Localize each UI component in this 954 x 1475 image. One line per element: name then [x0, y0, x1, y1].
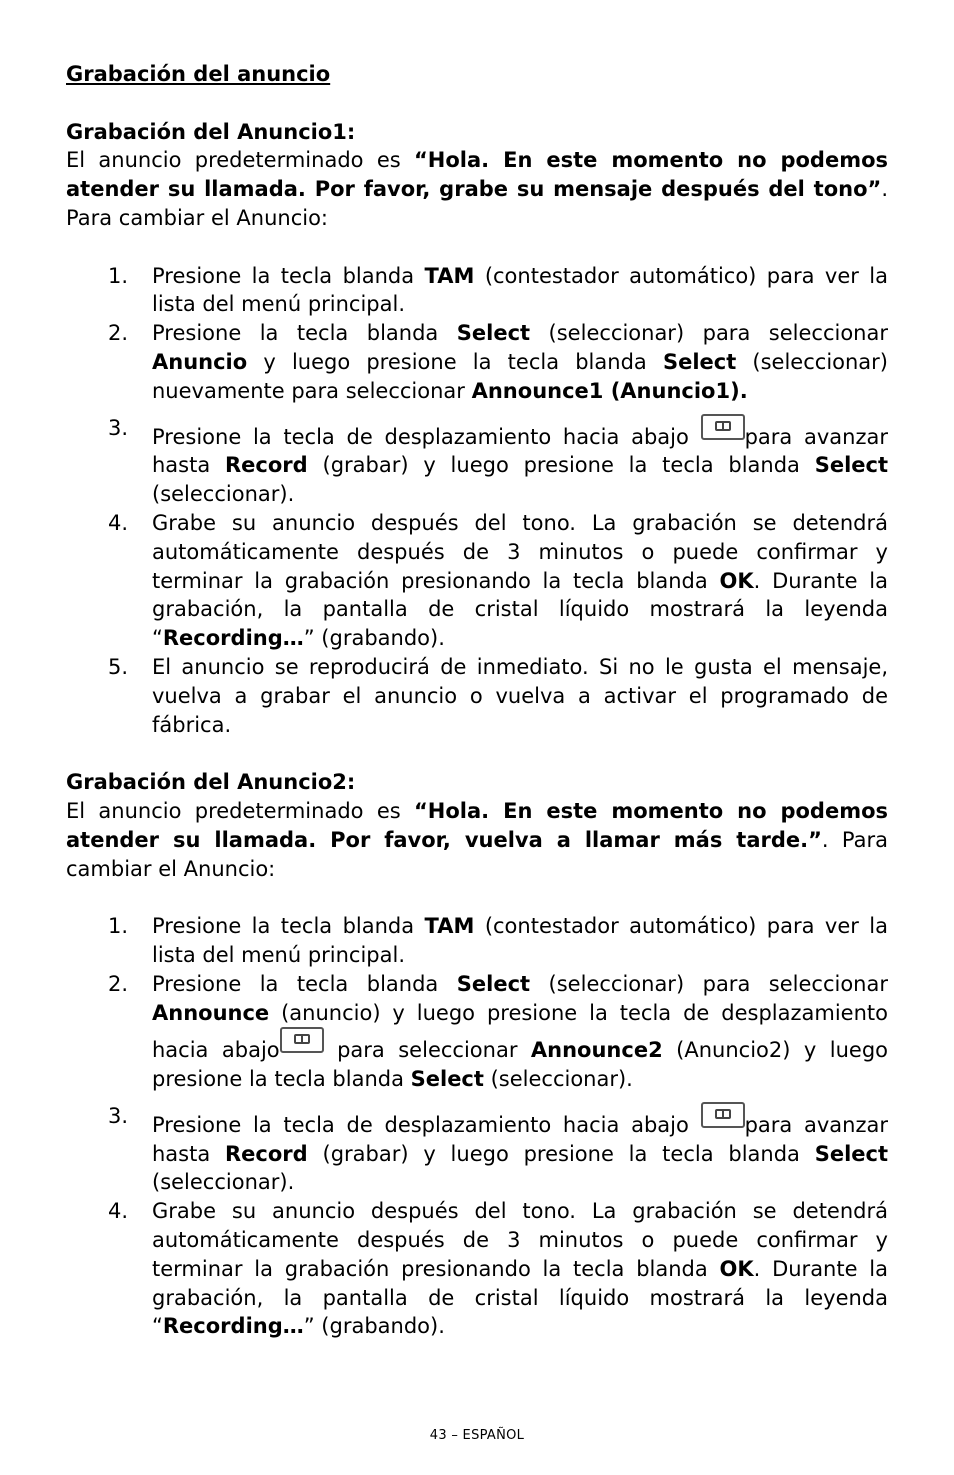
section2-heading: Grabación del Anuncio2:: [66, 770, 356, 795]
down-scroll-key-icon: [280, 1027, 324, 1053]
list-item: 5. El anuncio se reproducirá de inmediato. Si no le gusta el mensaje, vuelva a grabar el anuncio o vuelva a activar el programado de fábrica.: [108, 654, 888, 737]
list-item: 4. Grabe su anuncio después del tono. La grabación se detendrá automáticamente después de 3 minutos o puede confirmar y terminar la grabación presionando la tecla blanda OK. Durante la grabación, la pantalla de cristal líquido mostrará la leyenda “Recording…” (grabando).: [108, 1199, 888, 1339]
list-item: 4. Grabe su anuncio después del tono. La grabación se detendrá automáticamente después de 3 minutos o puede confirmar y terminar la grabación presionando la tecla blanda OK. Durante la grabación, la pantalla de cristal líquido mostrará la leyenda “Recording…” (grabando).: [108, 510, 888, 651]
document-page: [66, 60, 888, 1341]
list-item: 3. Presione la tecla de desplazamiento hacia abajo para avanzar hasta Record (grabar) y luego presione la tecla blanda Select (seleccionar).: [108, 415, 888, 507]
section1-steps: [66, 262, 888, 740]
page-title: Grabación del anuncio: [66, 62, 331, 86]
list-item: 1. Presione la tecla blanda TAM (contestador automático) para ver la lista del menú principal.: [108, 914, 888, 967]
list-item: 2. Presione la tecla blanda Select (seleccionar) para seleccionar Announce (anuncio) y luego presione la tecla de desplazamiento hacia abajo para seleccionar Announce2 (Anuncio2) y luego presione la tecla blanda Select (seleccionar).: [108, 971, 888, 1092]
page-footer: 43 – ESPAÑOL: [429, 1428, 525, 1443]
list-item: 3. Presione la tecla de desplazamiento hacia abajo para avanzar hasta Record (grabar) y luego presione la tecla blanda Select (seleccionar).: [108, 1103, 888, 1195]
list-item: 2. Presione la tecla blanda Select (seleccionar) para seleccionar Anuncio y luego presione la tecla blanda Select (seleccionar) nuevamente para seleccionar Announce1 (Anuncio1).: [108, 321, 889, 403]
section1-intro: El anuncio predeterminado es “Hola. En este momento no podemos atender su llamada. Por favor, grabe su mensaje después del tono”. Para cambiar el Anuncio:: [66, 148, 888, 230]
section2-intro: El anuncio predeterminado es “Hola. En este momento no podemos atender su llamada. Por favor, vuelva a llamar más tarde.”. Para cambiar el Anuncio:: [66, 798, 888, 881]
list-item: 1. Presione la tecla blanda TAM (contestador automático) para ver la lista del menú principal.: [108, 263, 888, 317]
down-scroll-key-icon: [701, 414, 745, 440]
section1-heading: Grabación del Anuncio1:: [66, 119, 356, 144]
section2-steps: [66, 912, 888, 1341]
down-scroll-key-icon: [701, 1102, 745, 1128]
